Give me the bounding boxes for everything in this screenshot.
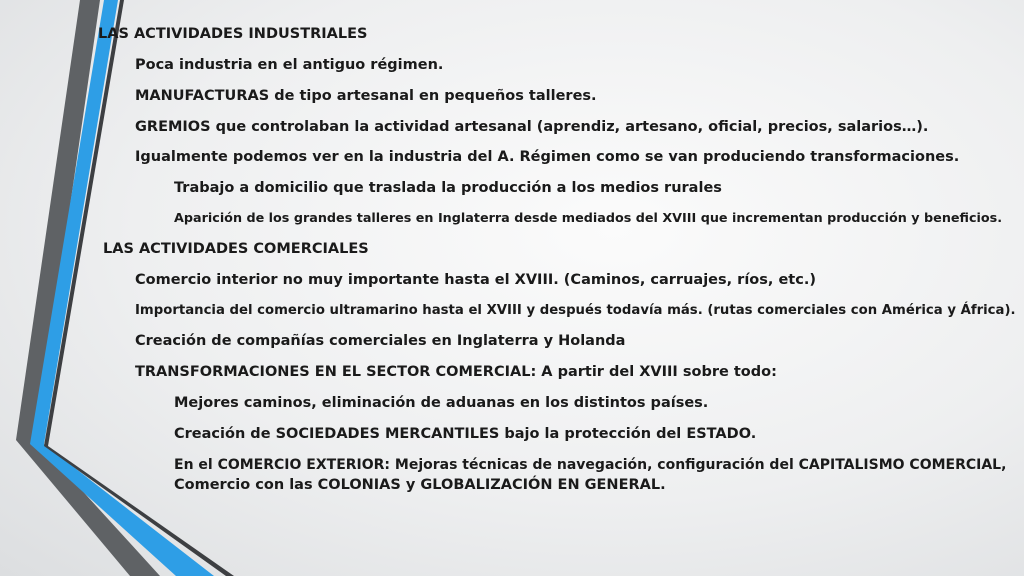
bullet-line: TRANSFORMACIONES EN EL SECTOR COMERCIAL: A partir del XVIII sobre todo: xyxy=(135,364,777,380)
bullet-line: Comercio interior no muy importante hasta el XVIII. (Caminos, carruajes, ríos, etc.) xyxy=(135,272,816,288)
sub-bullet-line: Creación de SOCIEDADES MERCANTILES bajo la protección del ESTADO. xyxy=(174,426,757,442)
sub-bullet-line: En el COMERCIO EXTERIOR: Mejoras técnicas de navegación, configuración del CAPITALISMO COMERCIAL, xyxy=(174,457,1007,473)
bullet-line: Igualmente podemos ver en la industria del A. Régimen como se van produciendo transformaciones. xyxy=(135,149,960,165)
sub-bullet-line-continuation: Comercio con las COLONIAS y GLOBALIZACIÓN EN GENERAL. xyxy=(174,477,666,493)
sub-bullet-line: Trabajo a domicilio que traslada la producción a los medios rurales xyxy=(174,180,722,196)
bullet-line: Importancia del comercio ultramarino hasta el XVIII y después todavía más. (rutas comerciales con América y África). xyxy=(135,303,1016,318)
heading-industrial: LAS ACTIVIDADES INDUSTRIALES xyxy=(98,26,368,42)
sub-bullet-line: Mejores caminos, eliminación de aduanas en los distintos países. xyxy=(174,395,709,411)
bullet-line: GREMIOS que controlaban la actividad artesanal (aprendiz, artesano, oficial, precios, salarios…). xyxy=(135,119,929,135)
bullet-line: Creación de compañías comerciales en Inglaterra y Holanda xyxy=(135,333,626,349)
bullet-line: Poca industria en el antiguo régimen. xyxy=(135,57,444,73)
sub-bullet-line: Aparición de los grandes talleres en Inglaterra desde mediados del XVIII que incrementan producción y beneficios. xyxy=(174,211,1003,226)
bullet-line: MANUFACTURAS de tipo artesanal en pequeños talleres. xyxy=(135,88,597,104)
heading-commercial: LAS ACTIVIDADES COMERCIALES xyxy=(103,241,369,257)
